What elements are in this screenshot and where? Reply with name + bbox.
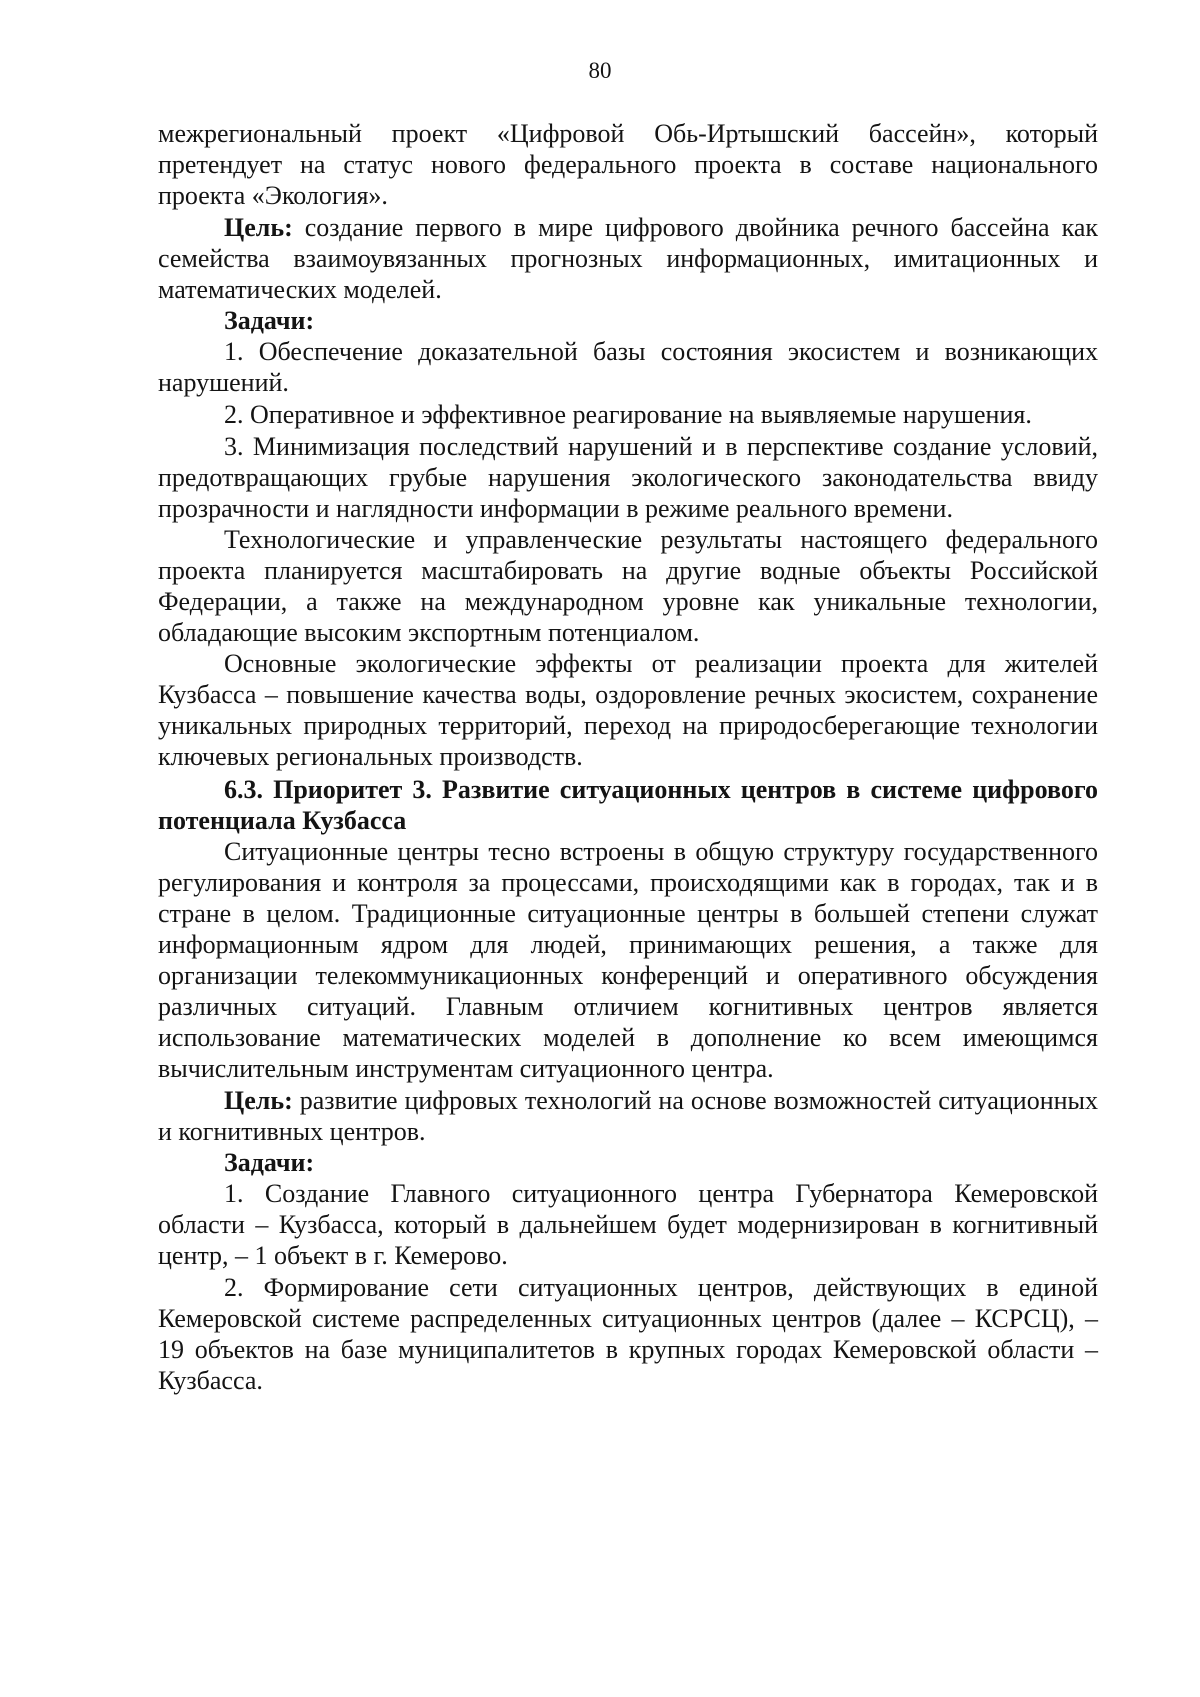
tasks-label <box>158 305 1098 336</box>
goal-text-2: развитие цифровых технологий на основе возможностей ситуационных и когнитивных центров. <box>158 1086 1099 1146</box>
page-number: 80 <box>588 58 612 83</box>
document-body <box>158 118 1098 1396</box>
tasks-label-2-text: Задачи: <box>224 1148 315 1177</box>
situational-centers-paragraph: Ситуационные центры тесно встроены в общую структуру государственного регулирования и контроля за процессами, происходящими как в городах, так и в стране в целом. Традиционные ситуационные центры в большей степени служат информационным ядром для людей, принимающих решения, а также для организации телекоммуникационных конференций и оперативного обсуждения различных ситуаций. Главным отличием когнитивных центров является использование математических моделей в дополнение ко всем имеющимся вычислительным инструментам ситуационного центра. <box>158 837 1098 1083</box>
tasks-label-text: Задачи: <box>224 306 315 335</box>
task-item: 3. Минимизация последствий нарушений и в перспективе создание условий, предотвращающих грубые нарушения экологического законодательства ввиду прозрачности и наглядности информации в режиме реального времени. <box>158 432 1098 523</box>
goal-text: создание первого в мире цифрового двойника речного бассейна как семейства взаимоувязанных прогнозных информационных, имитационных и математических моделей. <box>158 213 1098 304</box>
effects-paragraph: Основные экологические эффекты от реализации проекта для жителей Кузбасса – повышение качества воды, оздоровление речных экосистем, сохранение уникальных природных территорий, переход на природосберегающие технологии ключевых региональных производств. <box>158 649 1098 771</box>
task-item: 1. Создание Главного ситуационного центра Губернатора Кемеровской области – Кузбасса, который в дальнейшем будет модернизирован в когнитивный центр, – 1 объект в г. Кемерово. <box>158 1179 1098 1270</box>
tasks-label-2 <box>158 1147 1098 1178</box>
goal-paragraph <box>158 212 1098 305</box>
goal-paragraph-2 <box>158 1085 1098 1147</box>
section-heading: 6.3. Приоритет 3. Развитие ситуационных центров в системе цифрового потенциала Кузбасса <box>158 775 1098 835</box>
task-item: 2. Оперативное и эффективное реагирование на выявляемые нарушения. <box>224 400 1032 429</box>
task-item: 2. Формирование сети ситуационных центров, действующих в единой Кемеровской системе распределенных ситуационных центров (далее – КСРСЦ), – 19 объектов на базе муниципалитетов в крупных городах Кемеровской области – Кузбасса. <box>158 1273 1098 1395</box>
task-item: 1. Обеспечение доказательной базы состояния экосистем и возникающих нарушений. <box>158 337 1098 397</box>
goal-label: Цель: <box>224 213 293 242</box>
intro-paragraph: межрегиональный проект «Цифровой Обь-Иртышский бассейн», который претендует на статус нового федерального проекта в составе национального проекта «Экология». <box>158 119 1098 210</box>
results-paragraph: Технологические и управленческие результаты настоящего федерального проекта планируется масштабировать на другие водные объекты Российской Федерации, а также на международном уровне как уникальные технологии, обладающие высоким экспортным потенциалом. <box>158 525 1098 647</box>
goal-label-2: Цель: <box>224 1086 293 1115</box>
